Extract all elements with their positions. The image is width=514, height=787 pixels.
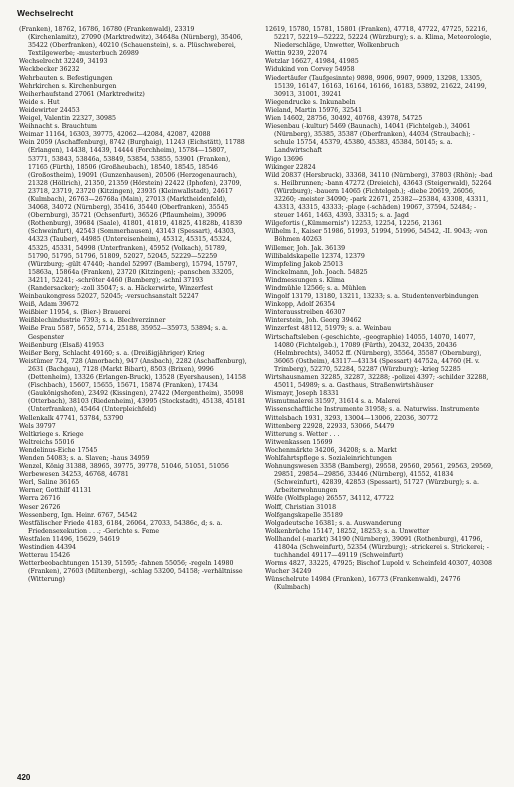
index-entry: Weißer Berg, Schlacht 49160; s. a. (Dreißigjähriger) Krieg — [19, 349, 205, 357]
page-number: 420 — [17, 773, 31, 782]
index-entry: Willemer, Joh. Jak. 36139 — [265, 244, 346, 252]
index-entry: Wendelinus-Eiche 17545 — [19, 446, 98, 454]
index-entry: Weigel, Valentin 22327, 30985 — [19, 115, 116, 123]
index-entry: Wohnungswesen 3358 (Bamberg), 29558, 29560, 29561, 29563, 29569, 29851, 29854—29856, 33446 (Nürnberg), 41552, 41834 (Schweinfurt), 42839, 42853 (Spessart), 51727 (Würzburg); s. a. Arbeiterwohnungen — [265, 463, 494, 495]
index-entry: Wochenmärkte 34206, 34208; s. a. Markt — [265, 446, 397, 454]
index-entry: Wittelsbach 1931, 3293, 13004—13006, 22036, 30772 — [265, 414, 438, 422]
index-entry: 12619, 15780, 15781, 15801 (Franken), 47718, 47722, 47725, 52216, 52217, 52219—52222, 52224 (Würzburg); s. a. Klima, Meteorologie, Niederschläge, Unwetter, Wolkenbruch — [265, 26, 492, 50]
index-entry: Wetzlar 16627, 41984, 41985 — [265, 58, 359, 66]
index-entry: Wilgefortis („Kümmernis") 12253, 12254, 12256, 21361 — [265, 220, 443, 228]
index-entry: Weiße Frau 5587, 5652, 5714, 25188, 35952—35973, 53894; s. a. Gespenster — [19, 325, 228, 341]
index-entry: Wünschelrute 14984 (Franken), 16773 (Frankenwald), 24776 (Kulmbach) — [265, 576, 461, 592]
index-entry: Westfalen 11496, 15629, 54619 — [19, 535, 120, 543]
index-entry: Wolgadeutsche 16381; s. a. Auswanderung — [265, 519, 402, 527]
index-entry: Windmessungen s. Klima — [265, 276, 345, 284]
index-entry: Werbewesen 34253, 46768, 46781 — [19, 471, 129, 479]
index-entry: Windmühle 12566; s. a. Mühlen — [265, 285, 367, 292]
index-entry: Wenzel, König 31388, 38965, 39775, 39778, 51046, 51051, 51056 — [19, 463, 229, 471]
index-entry: Wenden 54083; s. a. Slaven; -haus 34959 — [19, 454, 150, 462]
index-entry: Wellenkalk 47741, 53784, 53790 — [19, 414, 124, 422]
index-entry: Wilhelm I., Kaiser 51986, 51993, 51994, 51996, 54542, -II. 9043; -von Böhmen 40263 — [265, 228, 488, 244]
index-entry: Worms 4827, 33225, 47925; Bischof Lupold v. Scheinfeld 40307, 40308 — [265, 560, 492, 568]
index-entry: Weser 26726 — [19, 503, 61, 511]
index-entry: Wohlfahrtspflege s. Sozialeinrichtungen — [265, 454, 392, 462]
index-entry: Weißbier 11954, s. (Bier-) Brauerei — [19, 309, 131, 317]
index-entry: Winzerfest 48112, 51979; s. a. Weinbau — [265, 325, 392, 333]
index-entry: Wild 20837 (Hersbruck), 33368, 34110 (Nürnberg), 37803 (Rhön); -bad s. Heilbrunnen; -bann 47272 (Dreieich), 43643 (Steigerwald), 52264 (Würzburg); -bauern 14065 (Fichtelgeb.); -diebe 20619, 26056, 32260; -meister 34090; -park 22671, 25382—25384, 43308, 43311, 43313, 43315, 43333; -plage (-schäden) 19067, 37594, 52484; -steuer 1461, 1463, 4393, 33315; s. a. Jagd — [265, 171, 493, 220]
index-entry: Wehrkirchen s. Kirchenburgen — [19, 82, 117, 90]
index-entry: Wölfe (Wolfsplage) 26557, 34112, 47722 — [265, 495, 394, 503]
index-entry: Wetterbeobachtungen 15139, 51595; -fahnen 55056; -regeln 14980 (Franken), 27603 (Miltenberg), -schlag 53200, 54158; -verhältnisse (Witterung) — [19, 560, 243, 584]
index-entry: Wikinger 22824 — [265, 163, 316, 171]
index-entry: Wucher 34249 — [265, 568, 312, 576]
index-entry: Wismayr, Joseph 18331 — [265, 390, 340, 398]
index-entry: Wetterau 15426 — [19, 552, 70, 560]
index-entry: Winterstein, Joh. Georg 39462 — [265, 317, 362, 325]
index-entry: Wollhandel (-markt) 34190 (Nürnberg), 39091 (Rothenburg), 41796, 41804a (Schweinfurt), 52354 (Würzburg); -strickerei s. Strickerei; -tuchhandel 49117—49119 (Schweinfurt) — [265, 535, 489, 560]
index-entry: Weckbecker 36232 — [19, 66, 80, 74]
index-entry: Wirtschaftsleben (-geschichte, -geographie) 14055, 14070, 14077, 14080 (Fichtelgeb.), 17089 (Fürth), 20432, 20435, 20436 (Helmbrechts), 34052 ff. (Nürnberg), 35564, 35587 (Obernburg), 36065 (Ostheim), 43117—43134 (Spessart) 44752a, 44760 (H. v. Trimberg), 52270, 52284, 52287 (Würzburg); -krieg 52285 — [265, 333, 482, 373]
index-entry: Winckelmann, Joh. Joach. 54825 — [265, 268, 368, 276]
index-entry: Weltkriege s. Kriege — [19, 430, 84, 438]
index-entry: Widukind von Corvey 54958 — [265, 66, 355, 74]
index-entry: Weimar 11164, 16303, 39775, 42062—42084, 42087, 42088 — [19, 131, 211, 139]
index-entry: Wiesenbau (-kultur) 5469 (Baunach), 14041 (Fichtelgeb.), 34061 (Nürnberg), 35385, 35387 (Oberfranken), 44034 (Straubach); -schule 15754, 45379, 45380, 45383, 45384, 50145; s. a. Landwirtschaft — [265, 123, 475, 155]
index-entry: Wien 14602, 28756, 30492, 40768, 43978, 54725 — [265, 115, 423, 123]
index-entry: Weihnacht s. Brauchtum — [19, 123, 97, 131]
index-entry: Wolkenbrüche 15147, 18252, 18253; s. a. Unwetter — [265, 527, 430, 535]
index-entry: Wehrbauten s. Befestigungen — [19, 74, 113, 82]
index-entry: Weinbaukongress 52027, 52045; -versuchsanstalt 52247 — [19, 293, 199, 301]
index-entry: Witwenkassen 15699 — [265, 438, 333, 446]
index-entry: Weißblechindustrie 7393; s. a. Blechverzinner — [19, 317, 166, 325]
index-entry: Wessenberg, Ign. Heinr. 6767, 54542 — [19, 511, 138, 519]
index-entry: Wissenschaftliche Instrumente 31958; s. a. Naturwiss. Instrumente — [265, 406, 480, 414]
index-entry: Werner, Gotthilf 41131 — [19, 487, 92, 495]
right-column — [265, 26, 493, 593]
index-entry: Witterung s. Wetter . . . — [265, 430, 340, 438]
index-entry: Winkopp, Adolf 26354 — [265, 301, 336, 309]
index-entry: Wittenberg 22928, 22933, 53066, 54479 — [265, 422, 395, 430]
index-entry: Weide s. Hut — [19, 98, 60, 106]
index-entry: Wingolf 13179, 13180, 13211, 13233; s. a. Studentenverbindungen — [265, 293, 479, 301]
index-entry: Wels 39797 — [19, 422, 56, 430]
index-entry: Weistümer 724, 728 (Amorbach), 947 (Ansbach), 2282 (Aschaffenburg), 2631 (Bachgau), 7128 (Markt Bibart), 8503 (Brixen), 9996 (Dettenheim), 13326 (Erlangen-Bruck), 13528 (Eyershausen), 14158 (Fischbach), 15607, 15655, 15671, 15874 (Franken), 17434 (Gaukönigshofen), 23492 (Kissingen), 27422 (Mergentheim), 35098 (Otterbach), 38103 (Riedenheim), 43995 (Stockstadt), 45138, 45181 (Unterfranken), 45464 (Unterpleichfeld) — [19, 357, 247, 414]
index-entry: Wiedertäufer (Taufgesinnte) 9898, 9906, 9907, 9909, 13298, 13305, 15139, 16147, 16163, 16164, 16166, 16183, 53892, 21622, 24199, 30913, 31001, 39241 — [265, 74, 487, 98]
running-head: Wechselrecht — [17, 8, 74, 18]
index-entry: Wolfgangskapelle 35189 — [265, 511, 343, 519]
index-entry: Weiherhaufstand 27061 (Marktredwitz) — [19, 90, 145, 98]
index-entry: Weiß, Adam 39672 — [19, 301, 79, 309]
left-column — [19, 26, 247, 584]
index-entry: Weidewirter 24453 — [19, 106, 80, 114]
index-entry: Wigo 13696 — [265, 155, 303, 163]
index-entry: Werl, Saline 36165 — [19, 479, 80, 487]
index-entry: Westfälischer Friede 4183, 6184, 26064, 27033, 54386c, d; s. a. Friedensexekution . . .; -Gerichte s. Feme — [19, 519, 223, 535]
index-entry: Winterausstreiben 46307 — [265, 309, 346, 317]
index-entry: Wimpfeling Jakob 25013 — [265, 260, 343, 268]
index-entry: Wechselrecht 32249, 34193 — [19, 58, 108, 66]
index-entry: Wein 2059 (Aschaffenburg), 8742 (Burghaig), 11243 (Eichstätt), 11788 (Erlangen), 14438, 14439, 14444 (Forchheim), 15784—15807, 53771, 53843, 53846a, 53849, 53854, 53855, 53901 (Franken), 17165 (Fürth), 18506 (Großheubach), 18540, 18545, 18546 (Großostheim), 19091 (Gunzenhausen), 20506 (Herzogenaurach), 21328 (Höllrich), 21350, 21359 (Hörstein) 22422 (Iphofen), 23709, 23718, 23719, 23720 (Kitzingen), 23935 (Kleinwallstadt), 24617 (Kulmbach), 26763—26768a (Main), 27013 (Marktheidenfeld), 34068, 34072 (Nürnberg), 35416, 35440 (Oberfranken), 35545 (Obernburg), 35721 (Ochsenfurt), 36526 (Pflaumheim), 39096 (Rothenburg), 39684 (Saale), 41801, 41819, 41825, 41828b, 41839 (Schweinfurt), 42543 (Sommerhausen), 43143 (Spessart), 44303, 44323 (Tauber), 44985 (Untereisenheim), 45312, 45315, 45324, 45325, 45331, 54998 (Unterfranken), 45952 (Volkach), 51789, 51790, 51795, 51796, 51809, 52027, 52045, 52229—52259 (Würzburg; -gült 47440; -handel 52997 (Bamberg), 15794, 15797, 15863a, 15864a (Franken), 23720 (Kitzingen); -panschen 33205, 34211, 52241; -schröter 4460 (Bamberg); -schnl 37193 (Randersacker); -zoll 35047; s. a. Häckerwirte, Winzerfest — [19, 139, 245, 292]
index-entry: Wieland, Martin 15976, 32541 — [265, 106, 363, 114]
index-entry: Westindien 44394 — [19, 544, 76, 551]
index-entry: Wirtshausnamen 32285, 32287, 32288; -polizei 4397; -schilder 32288, 45011, 54989; s. a. Gasthaus, Straßenwirtshäuser — [265, 374, 489, 390]
index-entry: Werra 26716 — [19, 495, 61, 503]
index-entry: Wiegendrucke s. Inkunabeln — [265, 98, 356, 106]
index-entry: Weltreichs 55016 — [19, 438, 75, 446]
index-entry: Wismutmalerei 31597, 31614 s. a. Malerei — [265, 398, 401, 406]
index-entry: Wolff, Christian 31018 — [265, 503, 337, 511]
index-entry: Weißenburg (Elsaß) 41953 — [19, 341, 104, 349]
index-entry: (Franken), 18762, 16786, 16780 (Frankenwald), 23319 (Kirchenlamitz), 27090 (Marktredwitz), 34648a (Nürnberg), 35406, 35422 (Oberfranken), 40210 (Schauenstein), s. a. Plüschweberei, Textilgewerbe; -musterbuch 26989 — [19, 26, 243, 58]
index-entry: Willibaldskapelle 12374, 12379 — [265, 252, 365, 260]
index-entry: Wettin 9239, 22074 — [265, 50, 328, 58]
